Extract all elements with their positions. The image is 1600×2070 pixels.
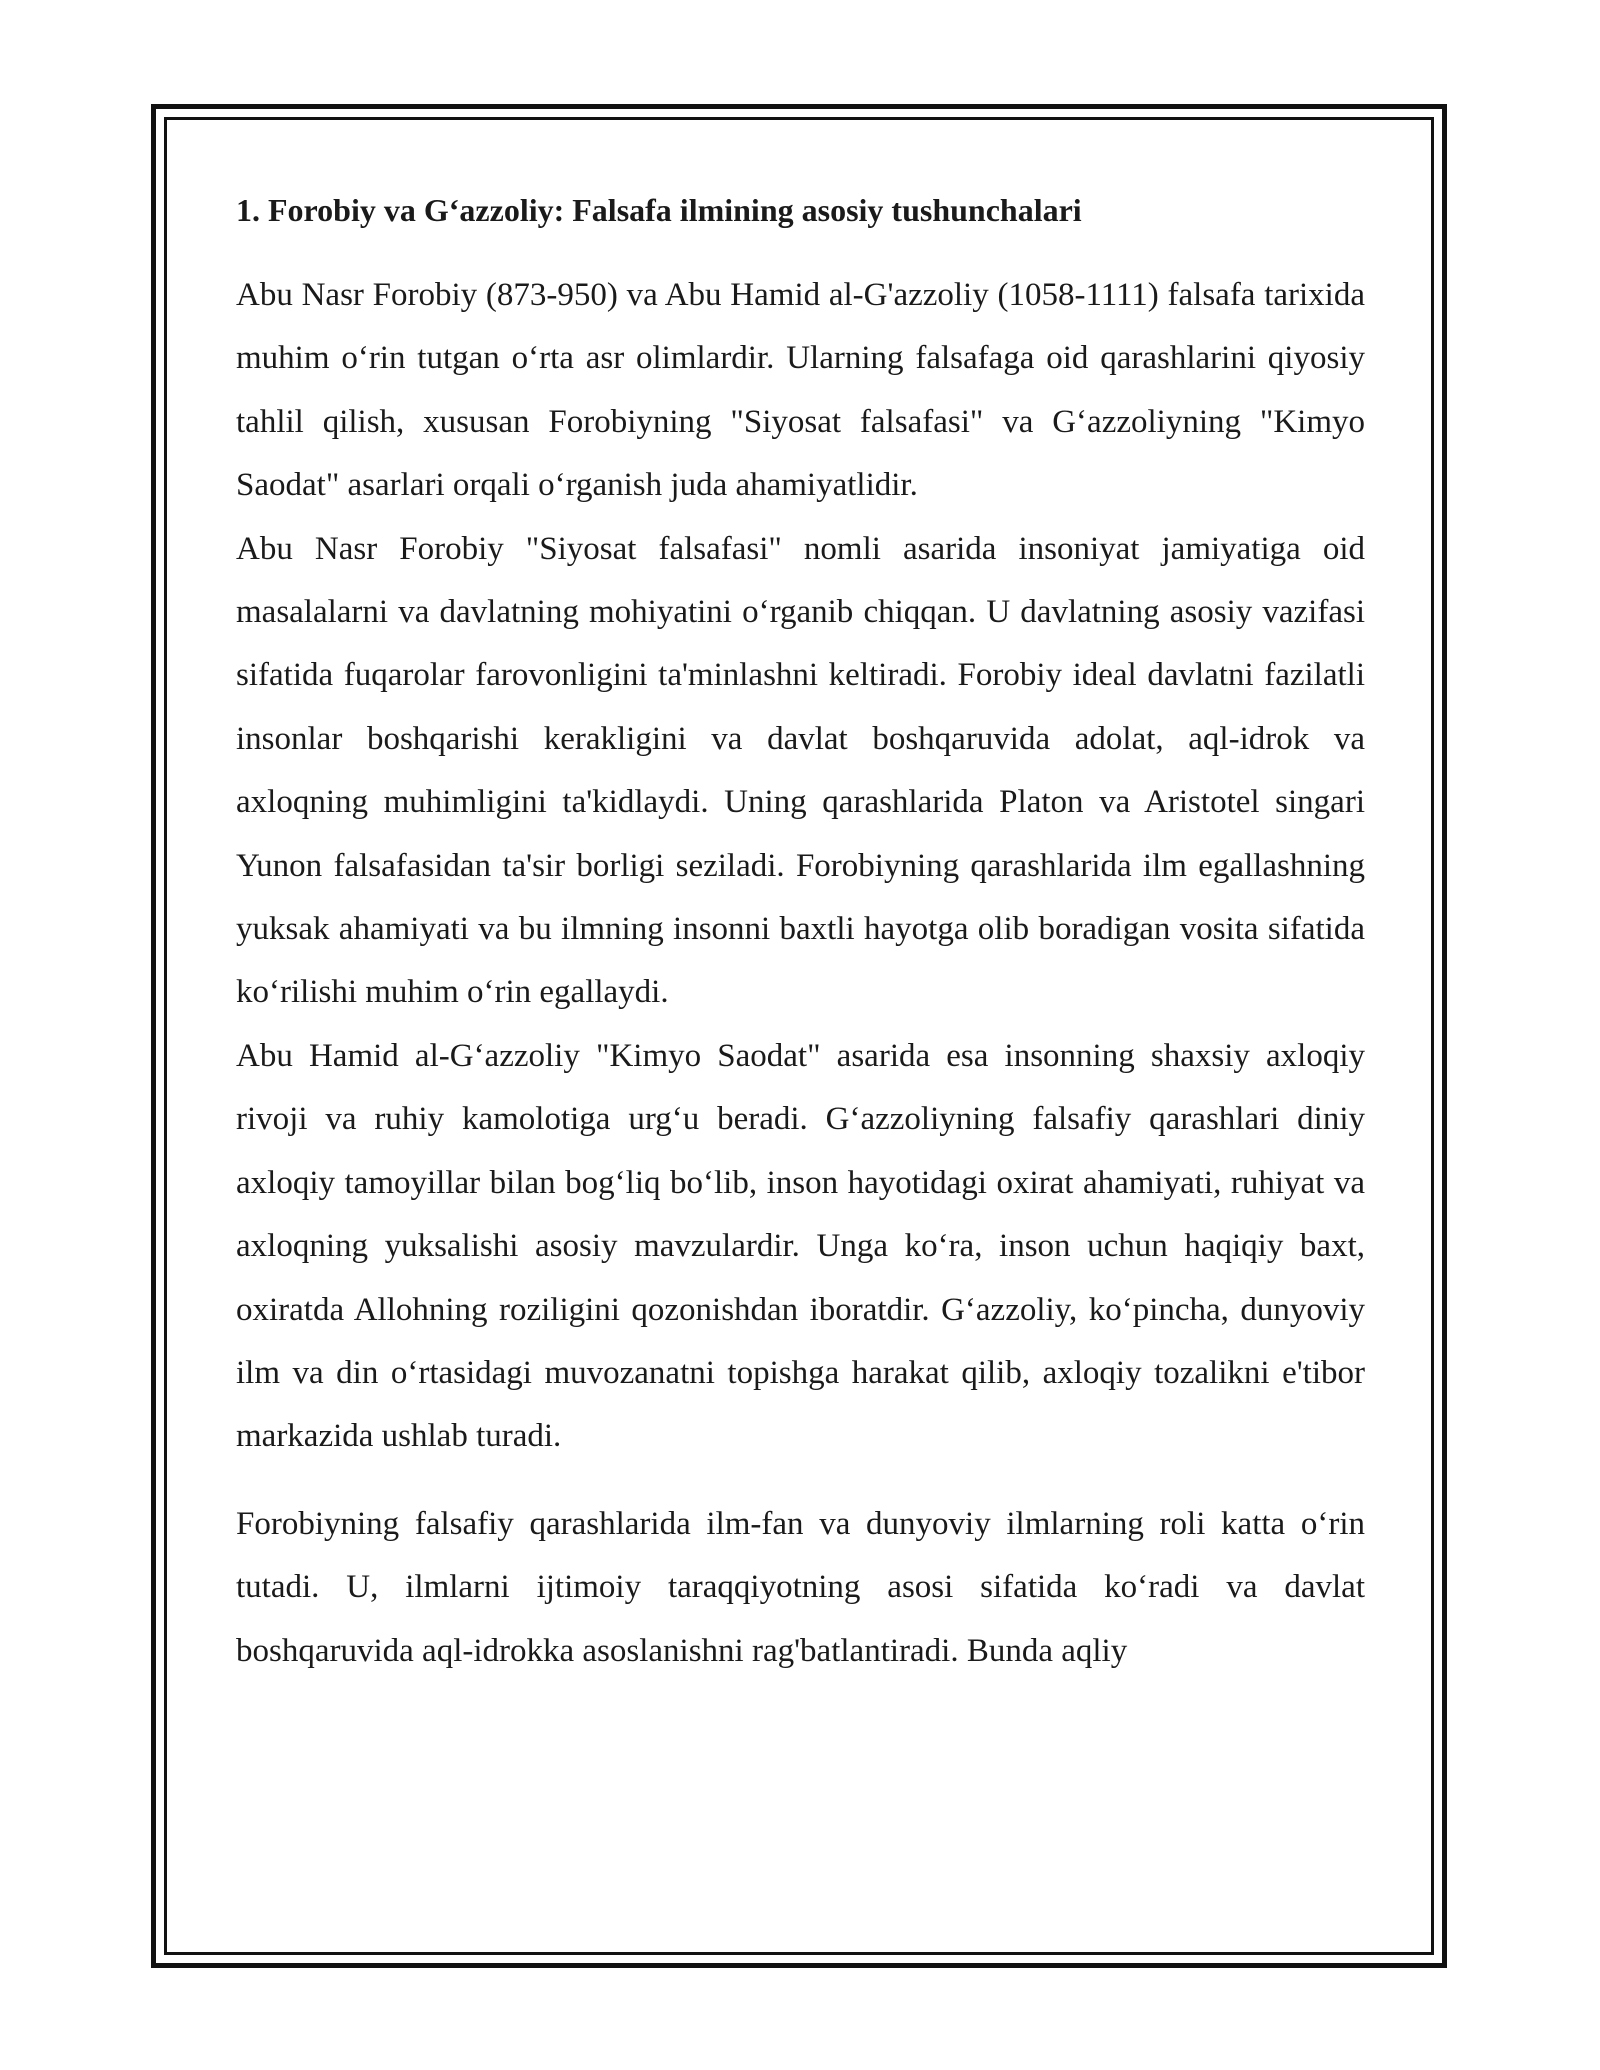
paragraph-4: Forobiyning falsafiy qarashlarida ilm-fan va dunyoviy ilmlarning roli katta o‘rin tutadi. U, ilmlarni ijtimoiy taraqqiyotning asosi sifatida ko‘radi va davlat boshqaruvida aql-idrokka asoslanishni rag'batlantiradi. Bunda aqliy [236,1505,1365,1669]
section-heading: 1. Forobiy va G‘azzoliy: Falsafa ilmining asosiy tushunchalari [236,192,1082,228]
paragraph-3: Abu Hamid al-G‘azzoliy "Kimyo Saodat" asarida esa insonning shaxsiy axloqiy rivoji va ruhiy kamolotiga urg‘u beradi. G‘azzoliyning falsafiy qarashlari diniy axloqiy tamoyillar bilan bog‘liq bo‘lib, inson hayotidagi oxirat ahamiyati, ruhiyat va axloqning yuksalishi asosiy mavzulardir. Unga ko‘ra, inson uchun haqiqiy baxt, oxiratda Allohning roziligini qozonishdan iboratdir. G‘azzoliy, ko‘pincha, dunyoviy ilm va din o‘rtasidagi muvozanatni topishga harakat qilib, axloqiy tozalikni e'tibor markazida ushlab turadi. [236,1037,1365,1455]
document-body [236,186,1365,1683]
paragraph-1: Abu Nasr Forobiy (873-950) va Abu Hamid al-G'azzoliy (1058-1111) falsafa tarixida muhim o‘rin tutgan o‘rta asr olimlardir. Ularning falsafaga oid qarashlarini qiyosiy tahlil qilish, xususan Forobiyning "Siyosat falsafasi" va G‘azzoliyning "Kimyo Saodat" asarlari orqali o‘rganish juda ahamiyatlidir. [236,277,1365,504]
paragraph-2: Abu Nasr Forobiy "Siyosat falsafasi" nomli asarida insoniyat jamiyatiga oid masalalarni va davlatning mohiyatini o‘rganib chiqqan. U davlatning asosiy vazifasi sifatida fuqarolar farovonligini ta'minlashni keltiradi. Forobiy ideal davlatni fazilatli insonlar boshqarishi kerakligini va davlat boshqaruvida adolat, aql-idrok va axloqning muhimligini ta'kidlaydi. Uning qarashlarida Platon va Aristotel singari Yunon falsafasidan ta'sir borligi seziladi. Forobiyning qarashlarida ilm egallashning yuksak ahamiyati va bu ilmning insonni baxtli hayotga olib boradigan vosita sifatida ko‘rilishi muhim o‘rin egallaydi. [236,530,1365,1011]
